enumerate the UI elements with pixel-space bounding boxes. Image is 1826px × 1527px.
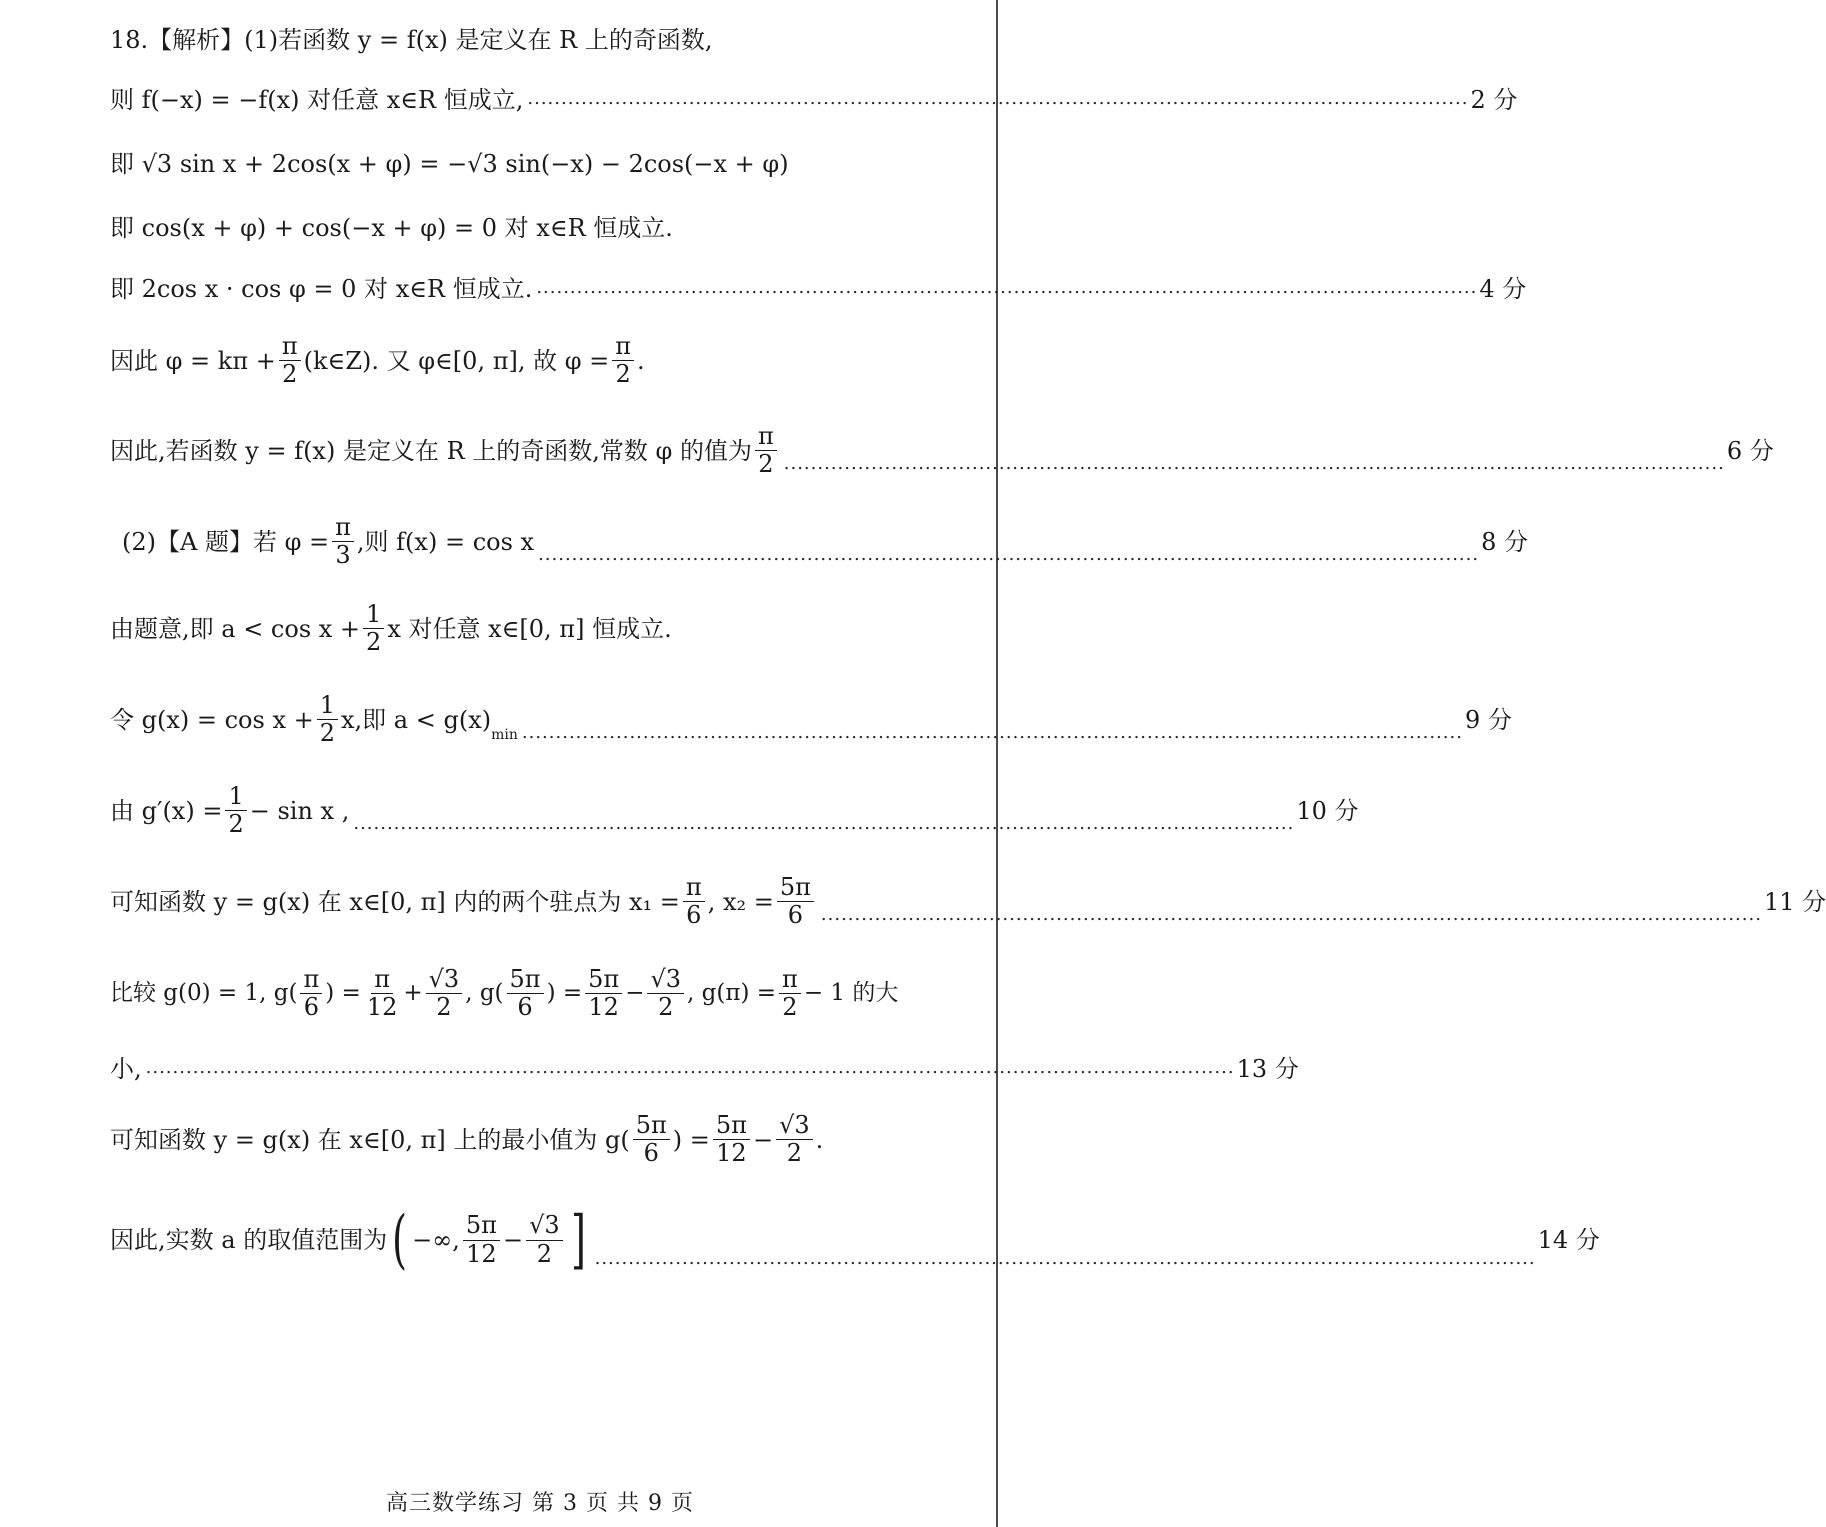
line-text: − <box>752 1125 774 1154</box>
line-text: + <box>403 980 423 1007</box>
solution-line <box>110 873 1826 930</box>
solution-heading-line <box>110 28 712 52</box>
fraction: $\frac{\pi}{3}$ <box>332 515 354 568</box>
solution-line <box>110 691 1512 748</box>
fraction: $\frac{5\pi}{12}$ <box>585 967 622 1020</box>
fraction: $\frac{\pi}{2}$ <box>779 967 801 1020</box>
line-text: . <box>637 346 645 375</box>
fraction: $\frac{5\pi}{6}$ <box>507 967 544 1020</box>
score-mark: 2 分 <box>1470 86 1518 114</box>
open-paren: ( <box>392 1203 408 1277</box>
fraction: $\frac{\pi}{6}$ <box>683 875 705 928</box>
dot-leader: ............................................................................................................................................ <box>594 1248 1536 1269</box>
solution-line <box>110 782 1359 839</box>
score-mark: 6 分 <box>1726 436 1774 465</box>
line-text: (2)【A 题】若 φ = <box>122 527 330 556</box>
line-text: 可知函数 y = g(x) 在 x∈[0, π] 内的两个驻点为 x₁ = <box>110 887 680 916</box>
line-text: x 对任意 x∈[0, π] 恒成立. <box>387 614 672 643</box>
solution-heading: 18.【解析】(1)若函数 y = f(x) 是定义在 R 上的奇函数, <box>110 26 713 54</box>
dot-leader: ............................................................................................................................................ <box>521 722 1463 744</box>
line-text: ,则 f(x) = cos x <box>356 527 535 556</box>
subscript-min: min <box>491 727 518 744</box>
line-text: − 1 的大 <box>803 980 899 1007</box>
line-text: 小, <box>110 1055 142 1083</box>
score-mark: 10 分 <box>1296 796 1359 825</box>
solution-line <box>110 216 673 240</box>
solution-line <box>110 1055 1299 1083</box>
line-text: 即 cos(x + φ) + cos(−x + φ) = 0 对 x∈R 恒成立. <box>110 214 673 242</box>
fraction: $\frac{√3}{2}$ <box>647 967 684 1020</box>
line-text: (k∈Z). 又 φ∈[0, π], 故 φ = <box>303 346 610 375</box>
fraction: $\frac{√3}{2}$ <box>426 967 463 1020</box>
line-text: − sin x , <box>249 796 350 825</box>
solution-line <box>110 422 1774 479</box>
fraction: $\frac{5\pi}{12}$ <box>463 1213 500 1266</box>
solution-line <box>110 275 1527 303</box>
line-text: 因此 φ = kπ + <box>110 346 276 375</box>
line-text: , x₂ = <box>707 887 774 916</box>
line-text: 则 f(−x) = −f(x) 对任意 x∈R 恒成立, <box>110 86 524 114</box>
line-text: 因此,实数 a 的取值范围为 <box>110 1226 388 1254</box>
dot-leader: ............................................................................................................................................ <box>538 544 1480 566</box>
line-text: 即 2cos x · cos φ = 0 对 x∈R 恒成立. <box>110 275 533 303</box>
line-text: 令 g(x) = cos x + <box>110 705 314 734</box>
score-mark: 11 分 <box>1763 887 1826 916</box>
dot-leader: ............................................................................................................................................ <box>536 277 1478 298</box>
close-bracket: ] <box>570 1203 586 1277</box>
line-text: − <box>502 1226 524 1254</box>
line-text: 比较 g(0) = 1, g( <box>110 980 298 1007</box>
score-mark: 14 分 <box>1537 1226 1600 1254</box>
dot-leader: ............................................................................................................................................ <box>353 813 1295 835</box>
line-text: 由题意,即 a < cos x + <box>110 614 361 643</box>
line-text: , g(π) = <box>687 980 777 1007</box>
solution-line <box>110 334 645 387</box>
solution-line <box>110 86 1518 114</box>
line-text: x,即 a < g(x) <box>341 705 492 734</box>
score-mark: 8 分 <box>1481 527 1529 556</box>
dot-leader: ............................................................................................................................................ <box>820 904 1762 926</box>
dot-leader: .................................................................................................................................................................. <box>145 1057 1235 1078</box>
fraction: $\frac{5\pi}{6}$ <box>777 875 814 928</box>
fraction: $\frac{1}{2}$ <box>317 693 338 746</box>
solution-line <box>110 513 1529 570</box>
line-text: ) = <box>325 980 361 1007</box>
fraction: $\frac{\pi}{2}$ <box>279 334 301 387</box>
score-mark: 4 分 <box>1479 275 1527 303</box>
page-footer: 高三数学练习 第 3 页 共 9 页 <box>386 1491 694 1516</box>
solution-line <box>110 602 672 655</box>
fraction: $\frac{\pi}{6}$ <box>300 967 322 1020</box>
fraction: $\frac{√3}{2}$ <box>776 1113 813 1166</box>
solution-line <box>110 1203 1600 1277</box>
fraction: $\frac{\pi}{2}$ <box>755 424 777 477</box>
line-text: − <box>625 980 645 1007</box>
fraction: $\frac{1}{2}$ <box>225 784 246 837</box>
solution-line <box>110 967 898 1020</box>
line-text: ) = <box>546 980 583 1007</box>
solution-line <box>110 152 789 176</box>
line-text: ) = <box>672 1125 710 1154</box>
dot-leader: ............................................................................................................................................ <box>527 88 1469 109</box>
line-text: 由 g′(x) = <box>110 796 223 825</box>
dot-leader: ............................................................................................................................................ <box>783 453 1725 475</box>
fraction: $\frac{\pi}{2}$ <box>612 334 634 387</box>
score-mark: 9 分 <box>1464 705 1512 734</box>
fraction: $\frac{1}{2}$ <box>363 602 384 655</box>
fraction: $\frac{5\pi}{6}$ <box>633 1113 670 1166</box>
line-text: . <box>815 1125 824 1154</box>
line-text: −∞, <box>412 1226 460 1254</box>
score-mark: 13 分 <box>1236 1055 1299 1083</box>
line-text: 可知函数 y = g(x) 在 x∈[0, π] 上的最小值为 g( <box>110 1125 630 1154</box>
fraction: $\frac{5\pi}{12}$ <box>713 1113 750 1166</box>
line-text: 因此,若函数 y = f(x) 是定义在 R 上的奇函数,常数 φ 的值为 <box>110 436 752 465</box>
page-margin-rule <box>996 0 998 1527</box>
solution-line <box>110 1113 823 1166</box>
fraction: $\frac{\pi}{12}$ <box>366 965 398 1022</box>
line-text: 即 √3 sin x + 2cos(x + φ) = −√3 sin(−x) − 2cos(−x + φ) <box>110 150 789 178</box>
fraction: $\frac{√3}{2}$ <box>526 1213 563 1266</box>
line-text: , g( <box>465 980 504 1007</box>
